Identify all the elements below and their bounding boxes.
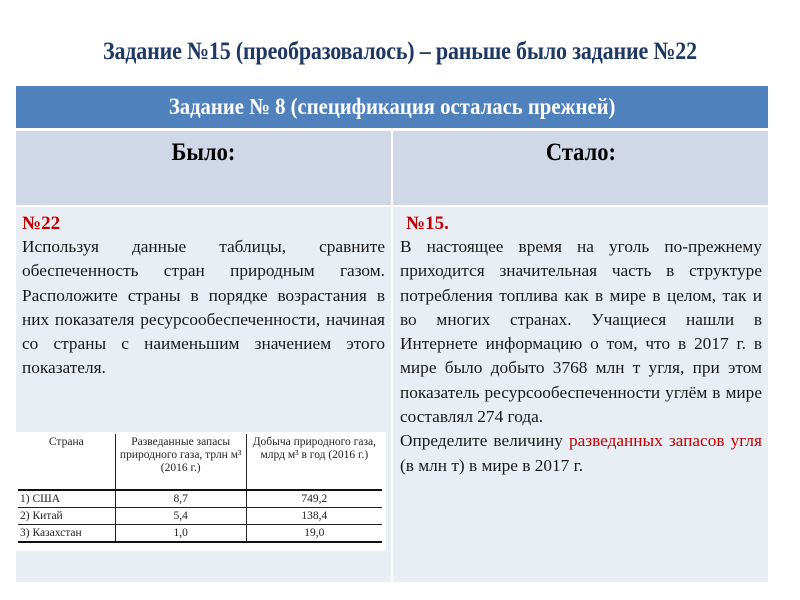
gas-table-header-row	[18, 434, 382, 490]
table-header	[16, 86, 768, 128]
question-end: (в млн т) в мире в 2017 г.	[400, 455, 584, 475]
before-task-text: Используя данные таблицы, сравните обеспеченность стран природным газом. Расположите страны в порядке возрастания в них показателя ресурсообеспеченности, начиная со страны с наименьшим значением этого показателя.	[22, 237, 385, 378]
table-cell: 138,4	[246, 508, 382, 525]
question-start: Определите величину	[400, 431, 569, 451]
after-cell	[393, 207, 768, 582]
column-header-before-label: Было:	[171, 139, 236, 166]
table-row	[18, 490, 382, 508]
after-task-question	[400, 429, 762, 478]
column-header-after-label: Стало:	[545, 139, 616, 166]
table-cell: 8,7	[115, 490, 246, 508]
table-cell: 2) Китай	[18, 508, 115, 525]
table-cell: 1,0	[115, 525, 246, 543]
column-header-after	[393, 131, 768, 205]
table-header-text: Задание № 8 (спецификация осталась прежней)	[168, 94, 616, 119]
gas-table-header-reserves: Разведанные запасы природного газа, трлн м³ (2016 г.)	[115, 434, 246, 490]
gas-data-table	[18, 434, 382, 543]
after-task-text: В настоящее время на уголь по-прежнему приходится значительная часть в структуре потребления топлива как в мире в целом, так и во многих странах. Учащиеся нашли в Интернете информацию о том, что в 2017 г. в мире было добыто 3768 млн т угля, при этом показатель ресурсообеспеченности углём в мире составлял 274 года.	[400, 237, 762, 427]
table-cell: 3) Казахстан	[18, 525, 115, 543]
table-row	[18, 508, 382, 525]
table-cell: 1) США	[18, 490, 115, 508]
table-cell: 5,4	[115, 508, 246, 525]
table-cell: 19,0	[246, 525, 382, 543]
question-highlight: разведанных запасов угля	[568, 431, 762, 451]
gas-table-header-production: Добыча природного газа, млрд м³ в год (2016 г.)	[246, 434, 382, 490]
gas-data-table-image	[16, 432, 386, 551]
after-task-number: №15.	[406, 213, 449, 234]
column-header-before	[16, 131, 391, 205]
slide-title: Задание №15 (преобразовалось) – раньше было задание №22	[103, 38, 697, 65]
table-row	[18, 525, 382, 543]
table-cell: 749,2	[246, 490, 382, 508]
before-task-number: №22	[22, 213, 61, 234]
gas-table-header-country: Страна	[18, 434, 115, 490]
